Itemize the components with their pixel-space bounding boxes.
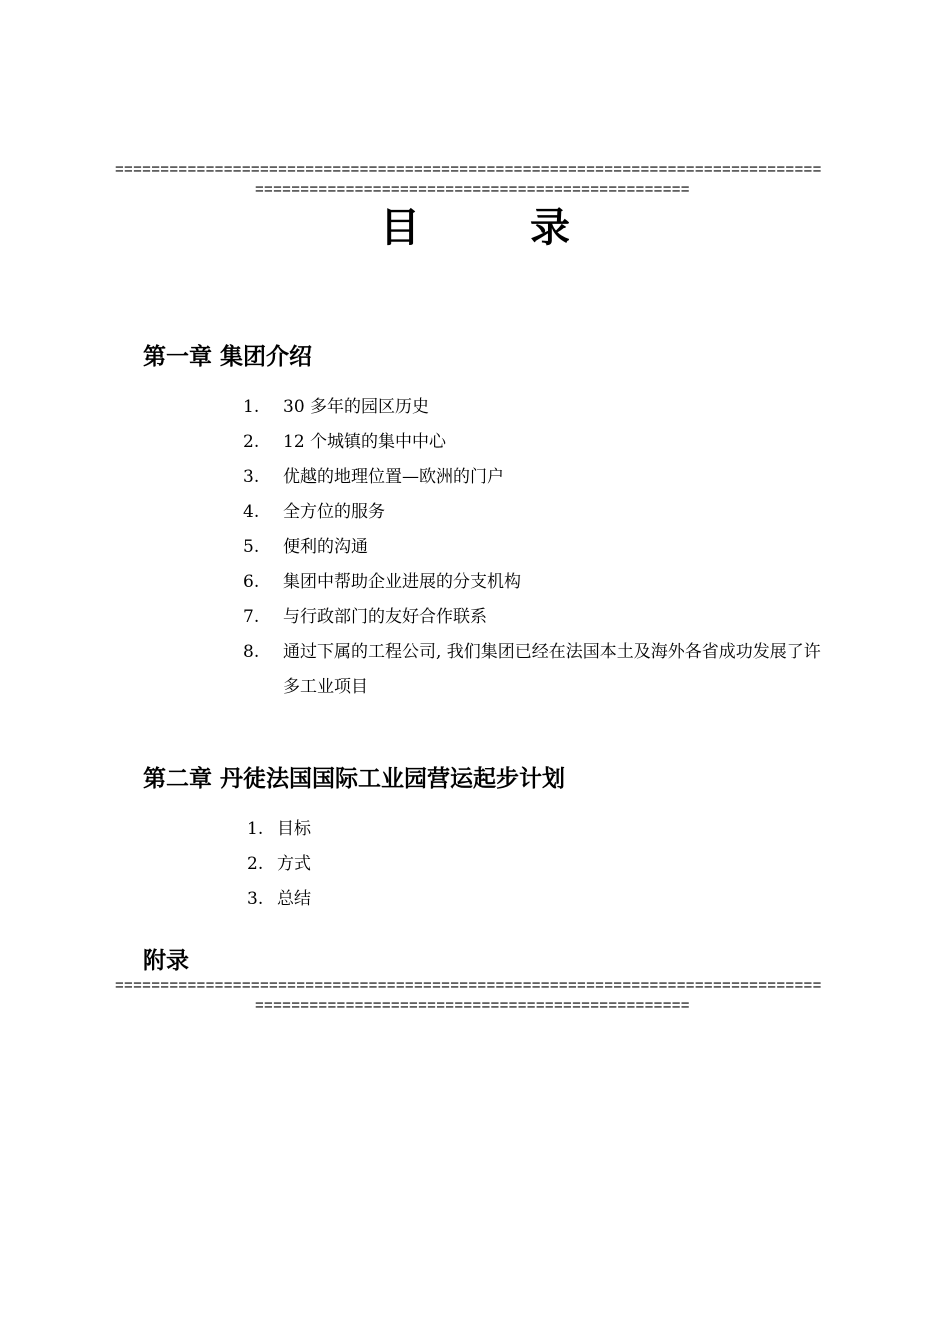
page-title: 目 录 (380, 205, 618, 251)
list-item (243, 600, 843, 635)
list-item-text: 集团中帮助企业进展的分支机构 (283, 572, 521, 592)
list-item-text: 与行政部门的友好合作联系 (283, 607, 487, 627)
chapter-2-list (247, 812, 547, 917)
list-item (243, 460, 843, 495)
list-item-text: 优越的地理位置—欧洲的门户 (283, 467, 504, 487)
list-item (243, 565, 843, 600)
list-item (243, 495, 843, 530)
list-item-number: 1. (243, 397, 260, 417)
list-item (247, 882, 547, 917)
list-item-text: 12 个城镇的集中中心 (283, 432, 447, 452)
list-item-text: 全方位的服务 (283, 502, 385, 522)
list-item-number: 1. (247, 819, 264, 839)
list-item-number: 4. (243, 502, 260, 522)
bottom-separator-line-1: ============================================================================== (115, 977, 822, 994)
chapter-2-heading: 第二章 丹徒法国国际工业园营运起步计划 (143, 766, 566, 792)
chapter-1-heading: 第一章 集团介绍 (143, 344, 313, 370)
top-separator-line-2: ================================================ (255, 181, 690, 198)
list-item-number: 6. (243, 572, 260, 592)
list-item (247, 812, 547, 847)
top-separator-line-1: ============================================================================== (115, 161, 822, 178)
list-item-number: 3. (247, 889, 264, 909)
list-item-number: 2. (247, 854, 264, 874)
list-item-text: 30 多年的园区历史 (283, 397, 430, 417)
appendix-heading: 附录 (143, 948, 189, 974)
list-item (243, 390, 843, 425)
list-item (243, 425, 843, 460)
list-item-number: 3. (243, 467, 260, 487)
list-item-text: 便利的沟通 (283, 537, 368, 557)
list-item (247, 847, 547, 882)
list-item-number: 7. (243, 607, 260, 627)
list-item (243, 530, 843, 565)
list-item-number: 5. (243, 537, 260, 557)
chapter-1-list (243, 390, 843, 705)
list-item-number: 8. (243, 642, 260, 662)
list-item-number: 2. (243, 432, 260, 452)
list-item (243, 635, 843, 705)
list-item-text: 总结 (277, 889, 311, 909)
list-item-text: 方式 (277, 854, 311, 874)
list-item-text: 目标 (277, 819, 311, 839)
list-item-text: 通过下属的工程公司, 我们集团已经在法国本土及海外各省成功发展了许多工业项目 (283, 642, 821, 697)
bottom-separator-line-2: ================================================ (255, 997, 690, 1014)
